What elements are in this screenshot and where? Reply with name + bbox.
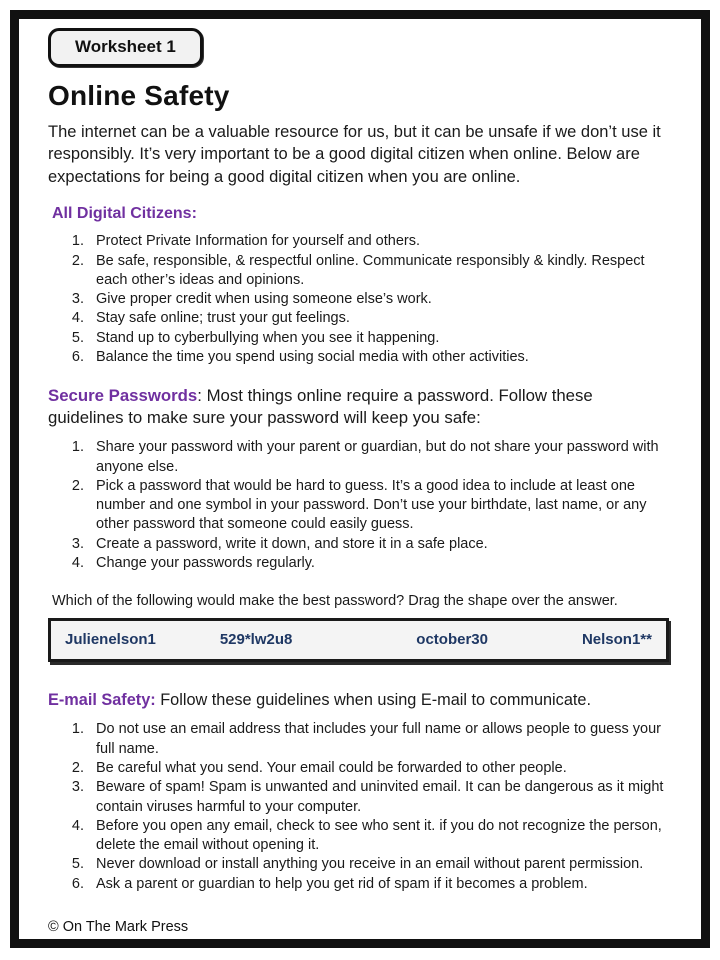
secure-passwords-label: Secure Passwords [48,386,198,406]
copyright-notice: © On The Mark Press [48,919,189,936]
worksheet-tab-label: Worksheet 1 [75,37,176,56]
password-question: Which of the following would make the best password? Drag the shape over the answer. [52,593,618,610]
list-item: 1. Protect Private Information for yourself and others. [88,232,669,251]
worksheet-page [10,10,710,948]
list-item: 4. Change your passwords regularly. [88,554,669,573]
list-item: 5. Stand up to cyberbullying when you see it happening. [88,329,669,348]
list-item: 2. Be safe, responsible, & respectful online. Communicate responsibly & kindly. Respect each other’s ideas and opinions. [88,252,669,291]
list-item: 2. Be careful what you send. Your email could be forwarded to other people. [88,759,669,778]
list-item: 3. Create a password, write it down, and store it in a safe place. [88,535,669,554]
password-option-october30[interactable]: october30 [416,631,488,649]
digital-citizens-list [48,232,669,367]
list-item: 5. Never download or install anything you receive in an email without parent permission. [88,855,669,874]
list-item: 1. Share your password with your parent or guardian, but do not share your password with anyone else. [88,438,669,477]
worksheet-tab-badge [48,28,203,67]
section-heading-all-digital-citizens: All Digital Citizens: [52,205,197,223]
list-item: 3. Give proper credit when using someone else’s work. [88,290,669,309]
page-title: Online Safety [48,80,230,111]
list-item: 1. Do not use an email address that includes your full name or allows people to guess your full name. [88,720,669,759]
list-item: 6. Balance the time you spend using social media with other activities. [88,348,669,367]
list-item: 2. Pick a password that would be hard to guess. It’s a good idea to include at least one number and one symbol in your password. Don’t use your birthdate, last name, or any other password that someone could easily guess. [88,477,669,535]
password-option-529lw2u8[interactable]: 529*lw2u8 [219,631,293,649]
section-heading-secure-passwords [48,385,669,429]
email-safety-label: E-mail Safety: [48,691,156,710]
password-option-julienelson1[interactable]: Julienelson1 [65,631,156,649]
list-item: 3. Beware of spam! Spam is unwanted and uninvited email. It can be dangerous as it might contain viruses harmful to your computer. [88,778,669,817]
email-safety-list [48,720,669,894]
list-item: 6. Ask a parent or guardian to help you get rid of spam if it becomes a problem. [88,875,669,894]
secure-passwords-lead-text: : Most things online require a password. Follow these guidelines to make sure your password will keep you safe: [48,386,593,428]
email-safety-lead-text: Follow these guidelines when using E-mail to communicate. [155,691,591,710]
section-heading-email-safety [48,689,669,711]
list-item: 4. Stay safe online; trust your gut feelings. [88,309,669,328]
list-item: 4. Before you open any email, check to see who sent it. if you do not recognize the person, delete the email without opening it. [88,817,669,856]
password-option-nelson1[interactable]: Nelson1** [581,631,652,649]
secure-passwords-list [48,438,669,573]
password-options-box [48,618,669,662]
intro-paragraph: The internet can be a valuable resource for us, but it can be unsafe if we don’t use it responsibly. It’s very important to be a good digital citizen when online. Below are expectations for being a good digital citizen when you are online. [48,123,661,186]
